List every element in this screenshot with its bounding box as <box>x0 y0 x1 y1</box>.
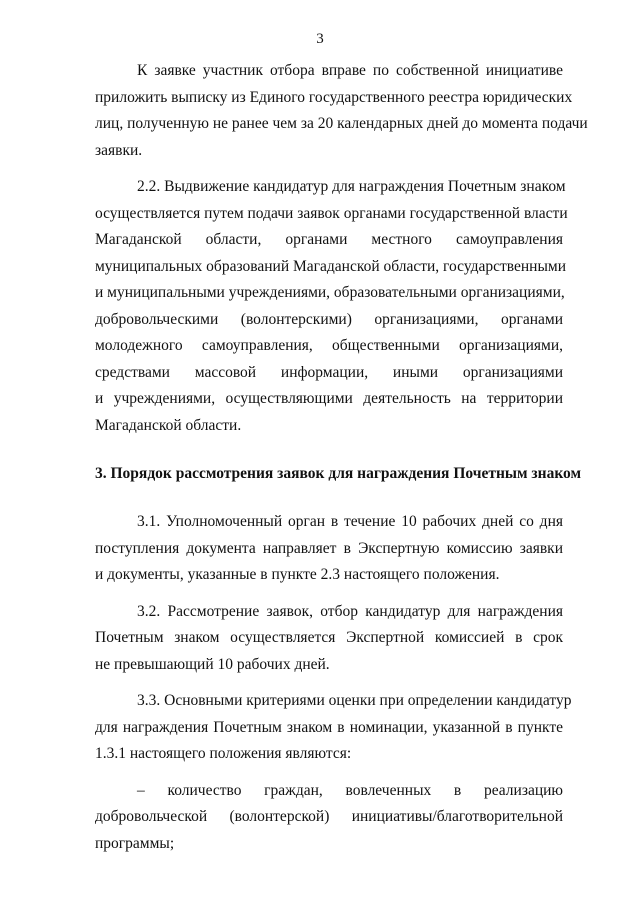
page-number: 3 <box>316 31 324 47</box>
text-line: 2.2. Выдвижение кандидатур для награждения Почетным знаком <box>137 178 566 195</box>
paragraph-3-1 <box>95 509 563 589</box>
text-line: для награждения Почетным знаком в номинации, указанной в пункте <box>95 718 563 736</box>
text-line: 3.1. Уполномоченный орган в течение 10 рабочих дней со дня <box>137 513 563 530</box>
text-line: Магаданской области, органами местного самоуправления <box>95 231 563 248</box>
text-line: 3.2. Рассмотрение заявок, отбор кандидатур для награждения <box>137 602 563 620</box>
document-body <box>95 58 588 857</box>
section-heading: 3. Порядок рассмотрения заявок для награждения Почетным знаком <box>95 465 582 482</box>
text-line: – количество граждан, вовлеченных в реализацию <box>137 781 563 799</box>
spacer <box>95 589 563 599</box>
text-line: добровольческой (волонтерской) инициативы/благотворительной <box>95 808 563 825</box>
text-line: 3.3. Основными критериями оценки при определении кандидатур <box>137 692 572 709</box>
spacer <box>95 164 563 174</box>
text-line: не превышающий 10 рабочих дней. <box>95 655 330 673</box>
text-line: приложить выписку из Единого государственного реестра юридических <box>95 88 573 106</box>
text-line: К заявке участник отбора вправе по собственной инициативе <box>137 62 563 79</box>
text-line: средствами массовой информации, иными организациями <box>95 363 563 381</box>
spacer <box>95 487 563 509</box>
text-line: программы; <box>95 834 175 852</box>
text-line: Почетным знаком осуществляется Экспертной комиссией в срок <box>95 629 563 646</box>
text-line: осуществляется путем подачи заявок органами государственной власти <box>95 204 568 222</box>
text-line: муниципальных образований Магаданской области, государственными <box>95 257 566 275</box>
spacer <box>95 768 563 778</box>
paragraph-2-2 <box>95 174 568 439</box>
text-line: и учреждениями, осуществляющими деятельность на территории <box>95 390 563 407</box>
spacer <box>95 439 563 461</box>
text-line: заявки. <box>95 141 143 159</box>
paragraph-criteria-item <box>95 778 563 858</box>
paragraph-3-2 <box>95 599 563 679</box>
text-line: поступления документа направляет в Экспертную комиссию заявки <box>95 539 563 557</box>
spacer <box>95 678 563 688</box>
text-line: лиц, полученную не ранее чем за 20 календарных дней до момента подачи <box>95 115 588 132</box>
text-line: добровольческими (волонтерскими) организациями, органами <box>95 310 563 328</box>
paragraph-3-3 <box>95 688 572 768</box>
text-line: Магаданской области. <box>95 416 242 434</box>
text-line: молодежного самоуправления, общественными организациями, <box>95 337 563 354</box>
paragraph-extract-note <box>95 58 588 164</box>
text-line: и муниципальными учреждениями, образовательными организациями, <box>95 284 565 301</box>
text-line: 1.3.1 настоящего положения являются: <box>95 745 352 762</box>
text-line: и документы, указанные в пункте 2.3 настоящего положения. <box>95 566 500 583</box>
